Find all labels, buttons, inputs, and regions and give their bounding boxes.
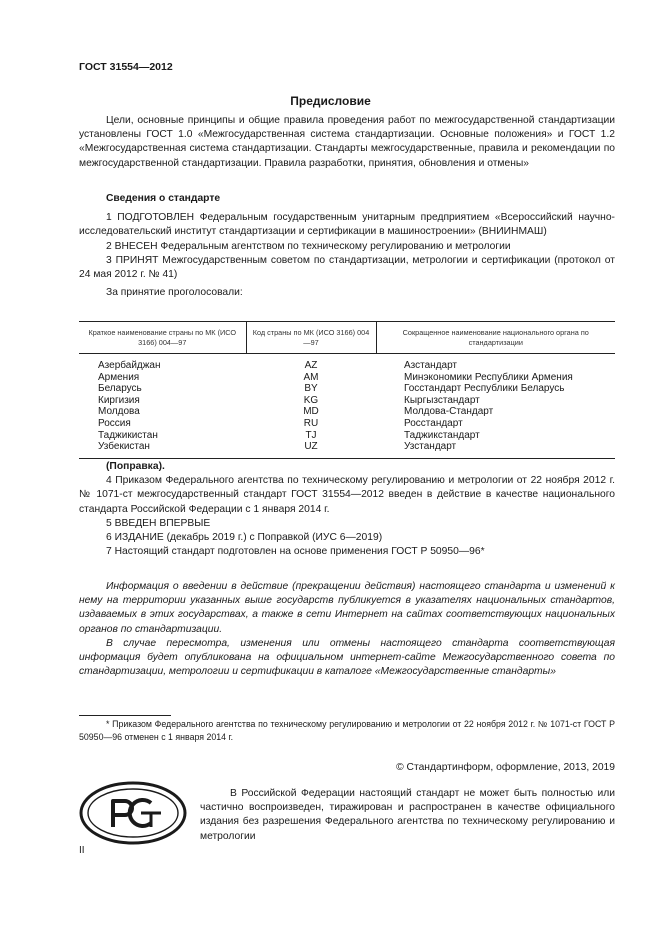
intro-section (79, 114, 615, 171)
info-item-4: 4 Приказом Федерального агентства по техническому регулированию и метрологии от 22 ноября 2012 г. № 1071-ст межгосударственный стандарт ГОСТ 31554—2012 введен в действие в качестве национального стандарта Российской Федерации с 1 января 2014 г. (79, 475, 615, 515)
code-cell: TJ (305, 429, 317, 441)
footnote: * Приказом Федерального агентства по техническому регулированию и метрологии от 22 ноября 2012 г. № 1071-ст ГОСТ Р 50950—96 отменен с 1 января 2014 г. (79, 719, 615, 742)
body-cell: Таджикстандарт (404, 429, 480, 441)
country-cell: Молдова (98, 406, 140, 418)
code-cell: AM (303, 371, 319, 383)
country-cell: Таджикистан (98, 429, 158, 441)
table-header-code: Код страны по МК (ИСО 3166) 004—97 (246, 322, 376, 354)
table-row (79, 383, 615, 395)
info-item-2: 2 ВНЕСЕН Федеральным агентством по техническому регулированию и метрологии (106, 240, 511, 252)
publication-info-section (79, 580, 615, 679)
code-cell: BY (304, 383, 318, 395)
table-row (79, 406, 615, 418)
country-cell: Киргизия (98, 394, 140, 406)
code-cell: RU (303, 417, 319, 429)
reproduction-notice: В Российской Федерации настоящий стандарт не может быть полностью или частично воспроизведен, тиражирован и распространен в качестве официального издания без разрешения Федерального агентства по техническому регулированию и метрологии (200, 788, 615, 842)
info-item-5: 5 ВВЕДЕН ВПЕРВЫЕ (106, 517, 211, 529)
body-cell: Узстандарт (376, 441, 615, 458)
pct-certification-logo-icon (79, 781, 187, 845)
standard-info-section (79, 192, 615, 300)
page-number: II (79, 845, 85, 856)
country-cell: Азербайджан (98, 360, 161, 371)
country-cell: Россия (98, 417, 131, 429)
code-cell: UZ (246, 441, 376, 458)
amendment-label: (Поправка). (106, 461, 165, 472)
table-header-body: Сокращенное наименование национального органа по стандартизации (376, 322, 615, 354)
info-item-1: 1 ПОДГОТОВЛЕН Федеральным государственным унитарным предприятием «Всероссийский научно-исследовательский институт стандартизации и сертификации в машиностроении» (ВНИИНМАШ) (79, 212, 615, 238)
voted-label: За принятие проголосовали: (106, 287, 243, 299)
publication-info-paragraph-2: В случае пересмотра, изменения или отмены настоящего стандарта соответствующая информация будет опубликована на официальном интернет-сайте Межгосударственного совета по стандартизации, метрологии и сертификации в каталоге «Межгосударственные стандарты» (79, 637, 615, 678)
country-cell: Армения (98, 371, 140, 383)
table-row (79, 354, 615, 372)
code-cell: KG (303, 394, 319, 406)
adoption-section (79, 460, 615, 559)
body-cell: Молдова-Стандарт (404, 406, 494, 418)
table-row (79, 441, 615, 458)
country-cell: Узбекистан (79, 441, 246, 458)
page-title: Предисловие (290, 94, 371, 108)
voting-countries-table (79, 321, 615, 459)
publication-info-paragraph-1: Информация о введении в действие (прекращении действия) настоящего стандарта и изменений к нему на территории указанных выше государств публикуется в указателях национальных стандартов, издаваемых в этих государствах, а также в сети Интернет на сайтах соответствующих национальных органов по стандартизации. (79, 581, 615, 635)
table-header-row (79, 322, 615, 354)
intro-paragraph: Цели, основные принципы и общие правила проведения работ по межгосударственной стандартизации установлены ГОСТ 1.0 «Межгосударственная система стандартизации. Основные положения» и ГОСТ 1.2 «Межгосударственная система стандартизации. Стандарты межгосударственные, правила и рекомендации по межгосударственной стандартизации. Правила разработки, принятия, обновления и отмены» (79, 115, 615, 169)
copyright-line: © Стандартинформ, оформление, 2013, 2019 (396, 762, 615, 773)
table-row (79, 430, 615, 442)
table-header-country: Краткое наименование страны по МК (ИСО 3166) 004—97 (79, 322, 246, 354)
body-cell: Минэкономики Республики Армения (404, 371, 573, 383)
info-item-3: 3 ПРИНЯТ Межгосударственным советом по стандартизации, метрологии и сертификации (протокол от 24 мая 2012 г. № 41) (79, 254, 615, 281)
info-item-6: 6 ИЗДАНИЕ (декабрь 2019 г.) с Поправкой (ИУС 6—2019) (106, 532, 383, 544)
table-row (79, 372, 615, 384)
body-cell: Росстандарт (404, 417, 463, 429)
body-cell: Азстандарт (404, 360, 458, 371)
table-row (79, 418, 615, 430)
footnote-divider (79, 715, 171, 716)
document-header-code: ГОСТ 31554—2012 (79, 61, 173, 73)
country-cell: Беларусь (98, 383, 142, 395)
code-cell: MD (303, 406, 319, 418)
standard-info-heading: Сведения о стандарте (106, 193, 221, 204)
body-cell: Госстандарт Республики Беларусь (404, 383, 565, 395)
table-row (79, 395, 615, 407)
code-cell: AZ (304, 360, 318, 371)
info-item-7: 7 Настоящий стандарт подготовлен на основе применения ГОСТ Р 50950—96* (106, 546, 485, 558)
body-cell: Кыргызстандарт (404, 394, 480, 406)
